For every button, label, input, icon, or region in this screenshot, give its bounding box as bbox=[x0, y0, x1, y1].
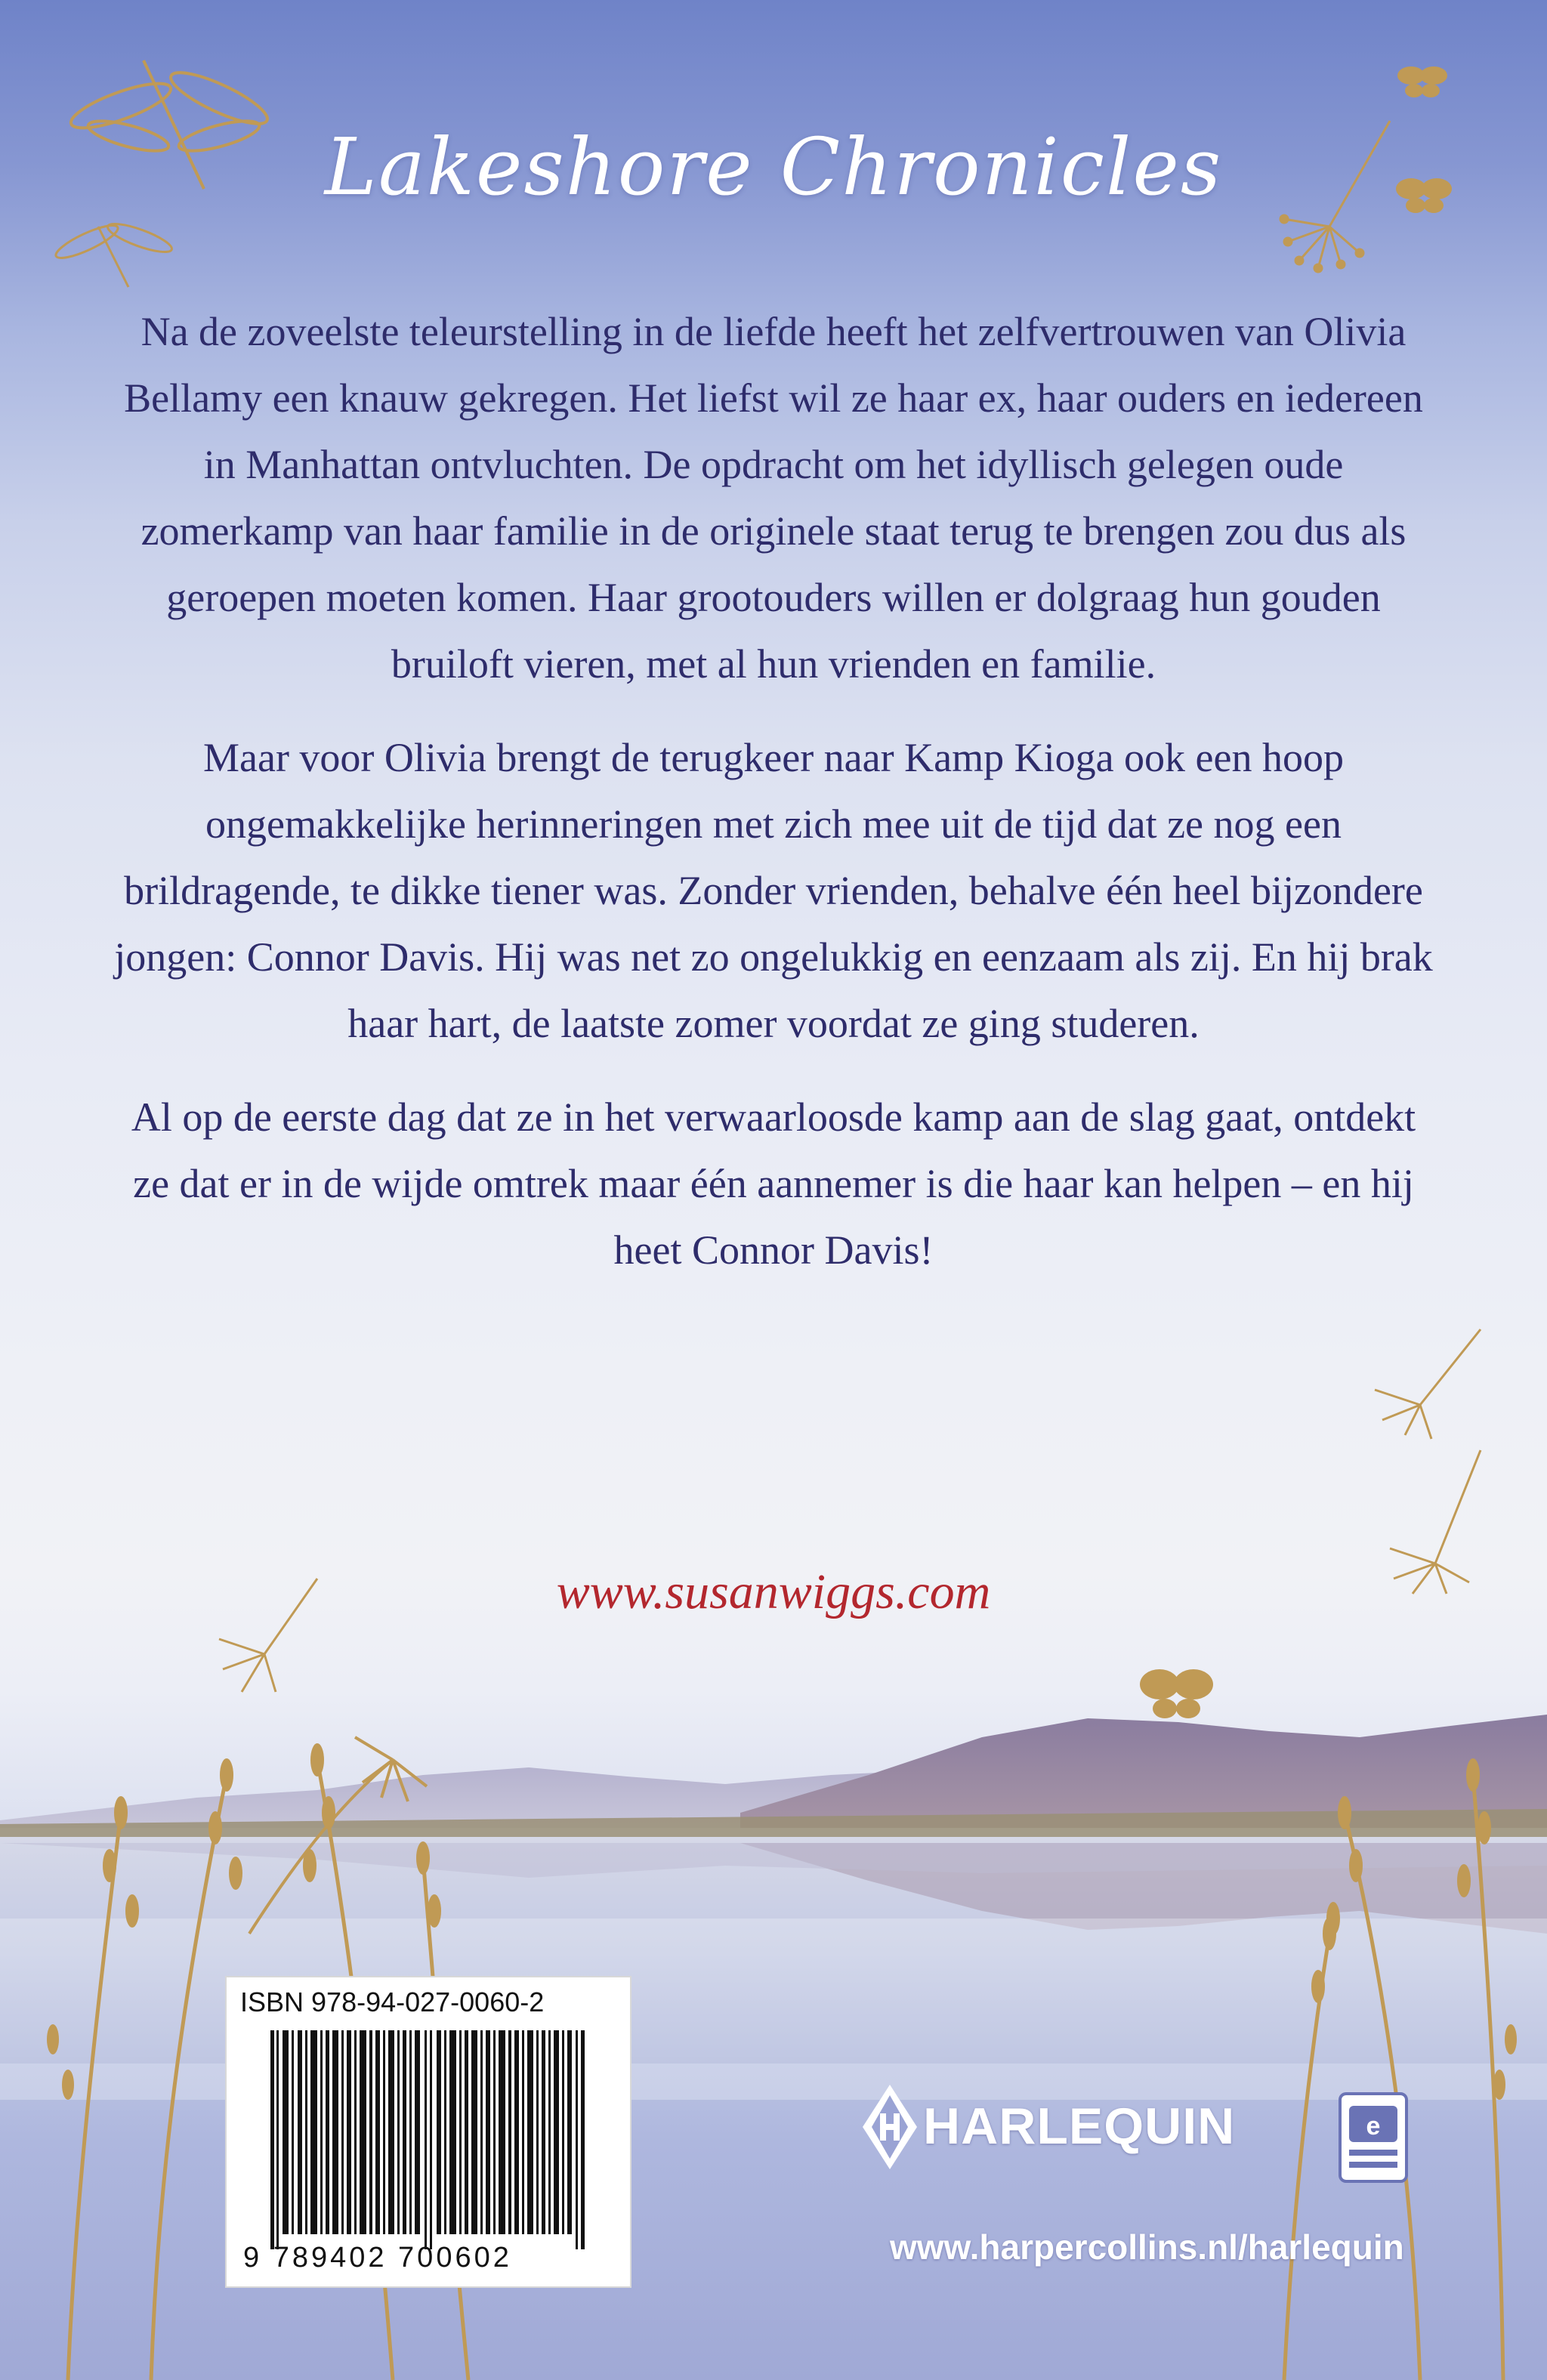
barcode-digits: 9 789402 700602 bbox=[243, 2242, 512, 2274]
butterfly-icon bbox=[1140, 1669, 1213, 1718]
barcode-bars bbox=[227, 1977, 630, 2286]
cpnb-badge-icon bbox=[1339, 2092, 1408, 2183]
barcode-box bbox=[225, 1976, 631, 2288]
harlequin-diamond-icon bbox=[860, 2082, 920, 2172]
author-website-link[interactable]: www.susanwiggs.com bbox=[556, 1564, 991, 1619]
blurb bbox=[113, 298, 1434, 1310]
publisher-name: HARLEQUIN bbox=[923, 2098, 1236, 2155]
isbn-label: ISBN 978-94-027-0060-2 bbox=[240, 1986, 545, 2017]
blurb-paragraph: Al op de eerste dag dat ze in het verwaarloosde kamp aan de slag gaat, ontdekt ze dat er in de wijde omtrek maar één aannemer is die haar kan helpen – en hij heet Connor Davis! bbox=[131, 1094, 1416, 1273]
dandelion-seed-icon bbox=[249, 1737, 427, 1934]
series-title: Lakeshore Chronicles bbox=[324, 121, 1223, 213]
dragonfly-icon bbox=[53, 218, 174, 287]
blurb-paragraph: Maar voor Olivia brengt de terugkeer naar Kamp Kioga ook een hoop ongemakkelijke herinneringen met zich mee uit de tijd dat ze nog een brildragende, te dikke tiener was. Zonder vrienden, behalve één heel bijzondere jongen: Connor Davis. Hij was net zo ongelukkig en eenzaam als zij. En hij brak haar hart, de laatste zomer voordat ze ging studeren. bbox=[114, 735, 1433, 1046]
dandelion-seed-icon bbox=[1375, 1329, 1481, 1594]
svg-text:e: e bbox=[1366, 2112, 1381, 2141]
butterfly-icon bbox=[1397, 66, 1447, 97]
publisher-url-link[interactable]: www.harpercollins.nl/harlequin bbox=[890, 2227, 1404, 2267]
blurb-paragraph: Na de zoveelste teleurstelling in de liefde heeft het zelfvertrouwen van Olivia Bellamy een knauw gekregen. Het liefst wil ze haar ex, haar ouders en iedereen in Manhattan ontvluchten. De opdracht om het idyllisch gelegen oude zomerkamp van haar familie in de originele staat terug te brengen zou dus als geroepen moeten komen. Haar grootouders willen er dolgraag hun gouden bruiloft vieren, met al hun vrienden en familie. bbox=[124, 309, 1423, 687]
